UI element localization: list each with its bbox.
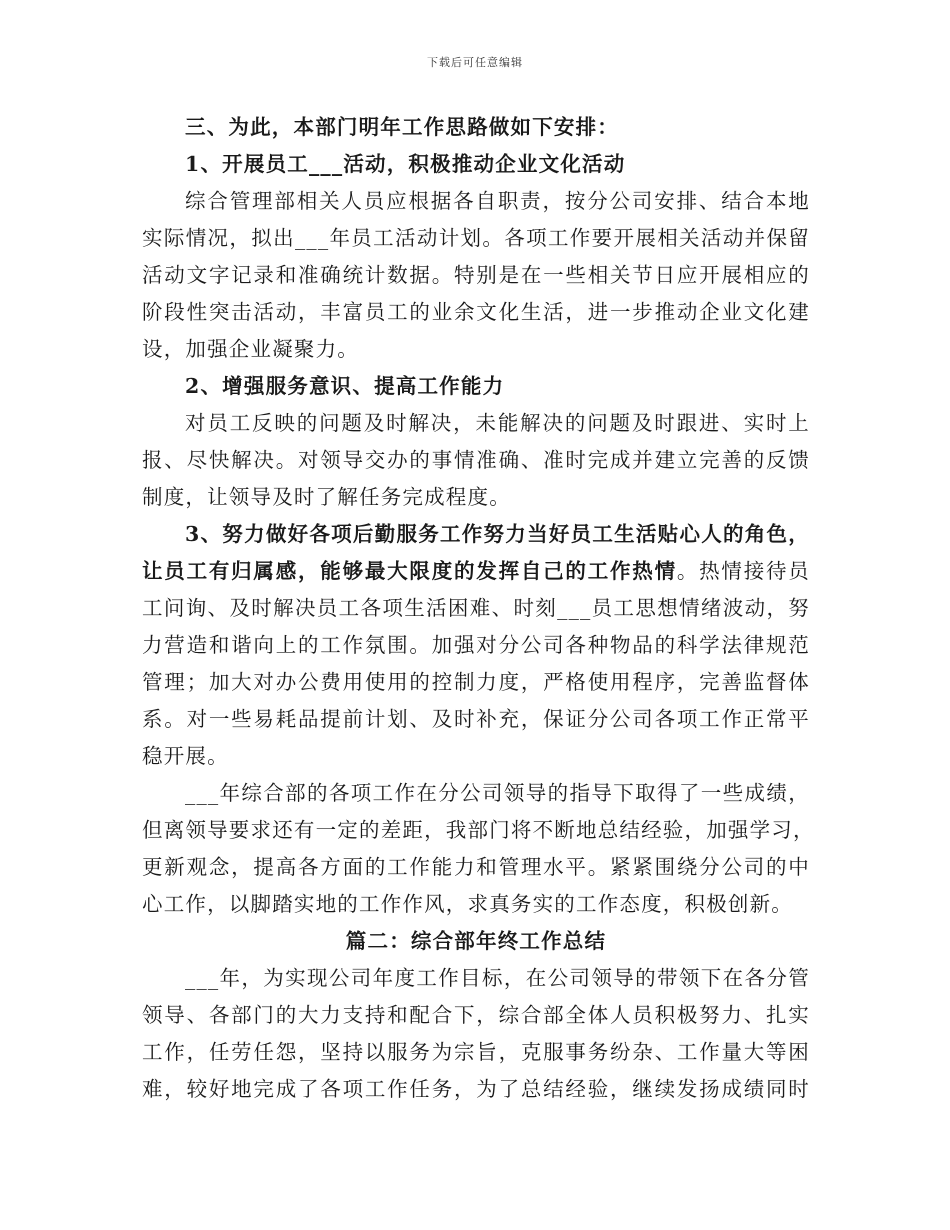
paragraph-line: 阶段性突击活动，丰富员工的业余文化生活，进一步推动企业文化建	[142, 300, 810, 324]
subheading-1: 1、开展员工___活动，积极推动企业文化活动	[185, 152, 626, 176]
article-title: 篇二：综合部年终工作总结	[345, 929, 607, 953]
paragraph-line: 系。对一些易耗品提前计划、及时补充，保证分公司各项工作正常平	[142, 707, 810, 731]
paragraph-line: 稳开展。	[142, 744, 229, 768]
paragraph-line: 制度，让领导及时了解任务完成程度。	[142, 485, 511, 509]
paragraph-line: 力营造和谐向上的工作氛围。加强对分公司各种物品的科学法律规范	[142, 633, 810, 657]
paragraph-line-mixed	[142, 553, 810, 590]
paragraph-line: 综合管理部相关人员应根据各自职责，按分公司安排、结合本地	[185, 189, 810, 213]
paragraph-line: ___年综合部的各项工作在分公司领导的指导下取得了一些成绩，	[185, 781, 810, 805]
paragraph-line: 管理；加大对办公费用使用的控制力度，严格使用程序，完善监督体	[142, 670, 810, 694]
paragraph-line: 更新观念，提高各方面的工作能力和管理水平。紧紧围绕分公司的中	[142, 855, 810, 879]
paragraph-line: ___年，为实现公司年度工作目标，在公司领导的带领下在各分管	[185, 966, 810, 990]
paragraph-line: 报、尽快解决。对领导交办的事情准确、准时完成并建立完善的反馈	[142, 448, 810, 472]
paragraph-line: 领导、各部门的大力支持和配合下，综合部全体人员积极努力、扎实	[142, 1003, 810, 1027]
page-header-note: 下载后可任意编辑	[427, 56, 523, 69]
paragraph-line: 活动文字记录和准确统计数据。特别是在一些相关节日应开展相应的	[142, 263, 810, 287]
paragraph-line: 设，加强企业凝聚力。	[142, 337, 359, 361]
subheading-3-continued: 让员工有归属感，能够最大限度的发挥自己的工作热情	[142, 559, 677, 583]
document-body	[142, 109, 815, 1108]
paragraph-line: 难，较好地完成了各项工作任务，为了总结经验，继续发扬成绩同时	[142, 1077, 810, 1101]
paragraph-line: 工作，任劳任怨，坚持以服务为宗旨，克服事务纷杂、工作量大等困	[142, 1040, 810, 1064]
subheading-3: 3、努力做好各项后勤服务工作努力当好员工生活贴心人的角色，	[185, 522, 810, 546]
paragraph-line: 心工作，以脚踏实地的工作作风，求真务实的工作态度，积极创新。	[142, 892, 793, 916]
section-heading: 三、为此，本部门明年工作思路做如下安排：	[185, 115, 619, 139]
paragraph-line: 实际情况，拟出___年员工活动计划。各项工作要开展相关活动并保留	[142, 226, 810, 250]
paragraph-line: 对员工反映的问题及时解决，未能解决的问题及时跟进、实时上	[185, 411, 810, 435]
paragraph-line: 工问询、及时解决员工各项生活困难、时刻___员工思想情绪波动，努	[142, 596, 810, 620]
paragraph-text: 。热情接待员	[676, 559, 810, 583]
paragraph-line: 但离领导要求还有一定的差距，我部门将不断地总结经验，加强学习，	[142, 818, 815, 842]
subheading-2: 2、增强服务意识、提高工作能力	[185, 374, 505, 398]
